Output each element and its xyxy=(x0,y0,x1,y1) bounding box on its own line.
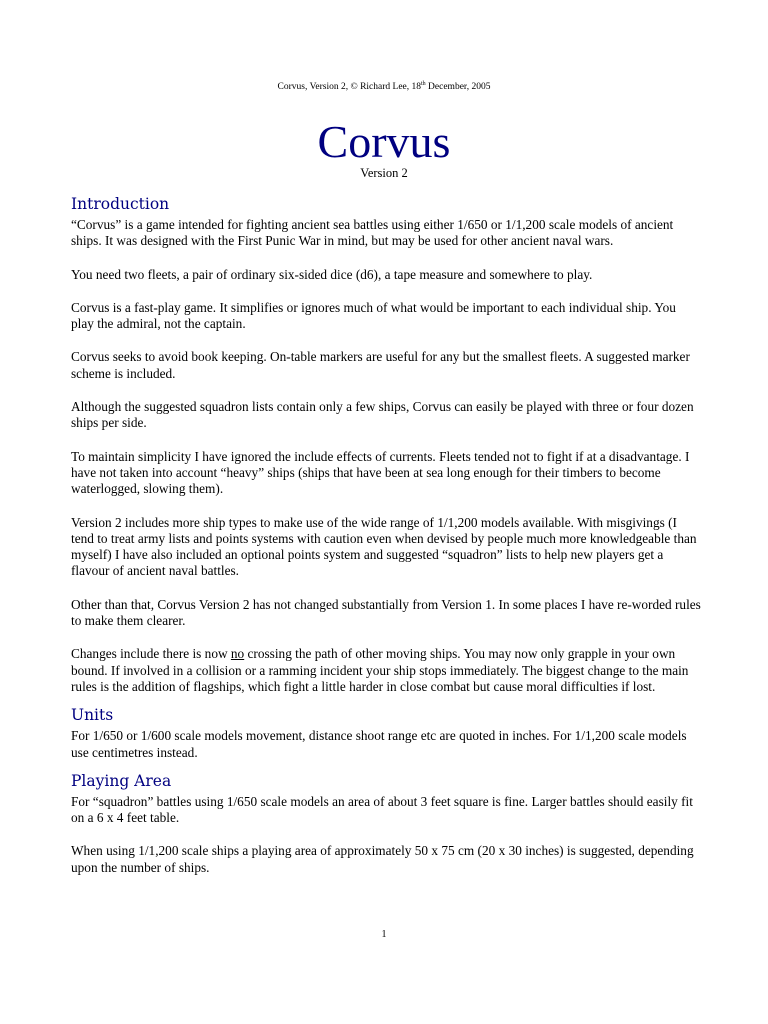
underlined-text: no xyxy=(230,646,245,662)
header-text-end: December, 2005 xyxy=(425,82,491,92)
paragraph: For “squadron” battles using 1/650 scale models an area of about 3 feet square is fine. Larger battles should easily fit on a 6 x 4 feet table. xyxy=(71,793,693,826)
section-heading-units: Units xyxy=(71,706,114,725)
section-heading-playing-area: Playing Area xyxy=(71,771,172,790)
paragraph: Version 2 includes more ship types to make use of the wide range of 1/1,200 models available. With misgivings (I tend to treat army lists and points systems with caution even when devised by people much more knowledgeable than myself) I have also included an optional points system and suggested “squadron” lists to help new players get a flavour of ancient naval battles. xyxy=(71,514,697,579)
paragraph xyxy=(71,646,701,695)
paragraph: “Corvus” is a game intended for fighting ancient sea battles using either 1/650 or 1/1,200 scale models of ancient ships. It was designed with the First Punic War in mind, but may be used for other ancient naval wars. xyxy=(71,217,674,249)
paragraph: Corvus is a fast-play game. It simplifies or ignores much of what would be important to each individual ship. You play the admiral, not the captain. xyxy=(71,299,676,332)
paragraph-text: Changes include there is now xyxy=(71,646,231,662)
paragraph: For 1/650 or 1/600 scale models movement, distance shoot range etc are quoted in inches. For 1/1,200 scale models use centimetres instead. xyxy=(71,728,687,760)
document-header xyxy=(0,82,768,92)
document-subtitle: Version 2 xyxy=(360,166,408,180)
header-superscript: th xyxy=(421,80,426,87)
document-body xyxy=(71,194,701,876)
paragraph-text: crossing the path of other moving ships. You may now only grapple in your own bound. If involved in a collision or a ramming incident your ship stops immediately. The biggest change to the main rules is the addition of flagships, which fight a little harder in close combat but cause moral difficulties if lost. xyxy=(71,646,689,694)
header-text: Corvus, Version 2, © Richard Lee, 18 xyxy=(277,82,421,92)
paragraph: Corvus seeks to avoid book keeping. On-table markers are useful for any but the smallest fleets. A suggested marker scheme is included. xyxy=(71,349,690,381)
document-title: Corvus xyxy=(317,116,451,167)
paragraph: Although the suggested squadron lists contain only a few ships, Corvus can easily be played with three or four dozen ships per side. xyxy=(71,399,694,431)
page-number: 1 xyxy=(381,929,387,940)
paragraph: You need two fleets, a pair of ordinary six-sided dice (d6), a tape measure and somewhere to play. xyxy=(71,266,593,282)
paragraph: Other than that, Corvus Version 2 has not changed substantially from Version 1. In some places I have re-worded rules to make them clearer. xyxy=(71,596,701,629)
paragraph: To maintain simplicity I have ignored the include effects of currents. Fleets tended not to fight if at a disadvantage. I have not taken into account “heavy” ships (ships that have been at sea long enough for their timbers to become waterlogged, slowing them). xyxy=(71,448,690,497)
paragraph: When using 1/1,200 scale ships a playing area of approximately 50 x 75 cm (20 x 30 inches) is suggested, depending upon the number of ships. xyxy=(71,843,694,875)
section-heading-introduction: Introduction xyxy=(71,195,170,213)
